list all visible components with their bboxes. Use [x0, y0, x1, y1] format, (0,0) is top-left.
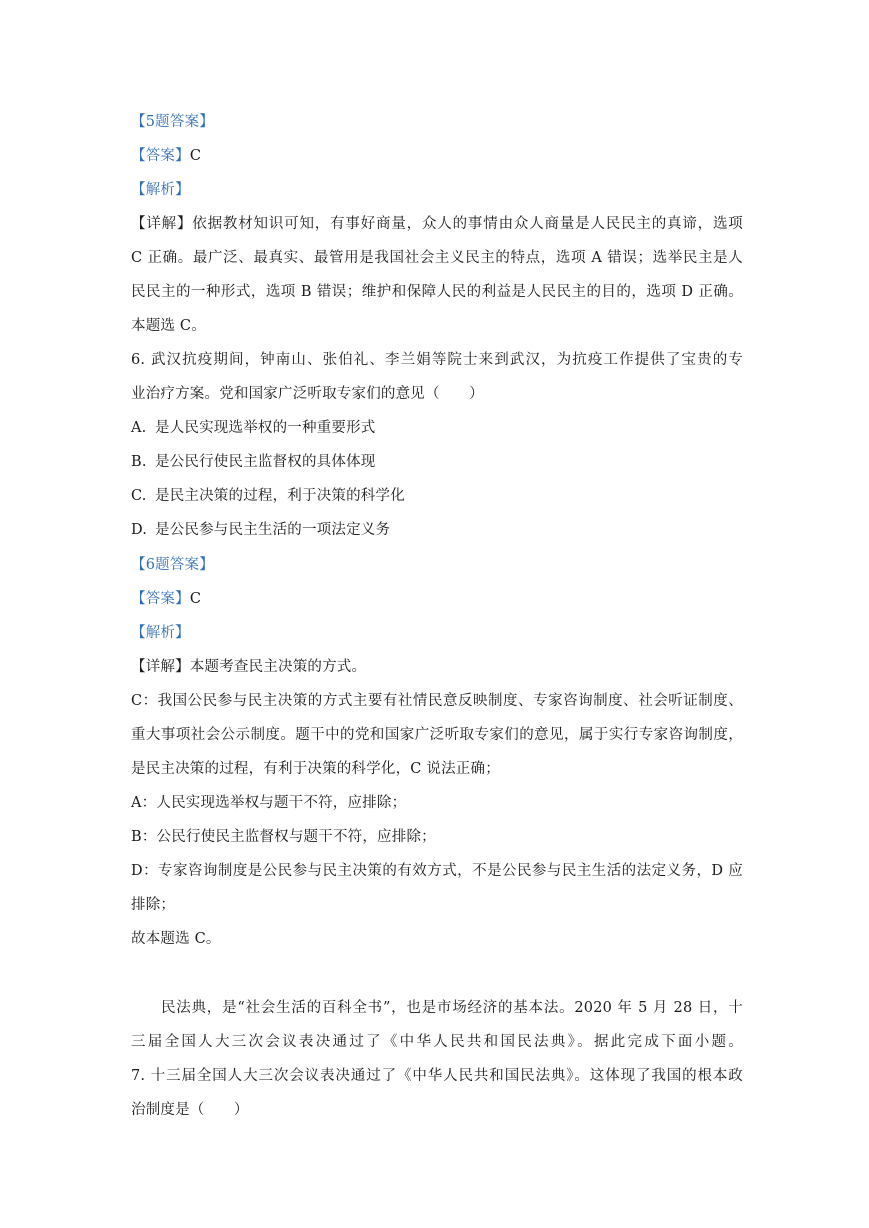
q6-stem-line-1 [131, 350, 743, 370]
q6-answer-value: C [189, 591, 202, 607]
q6-c-text-3: 是民主决策的过程，有利于决策的科学化，C 说法正确； [131, 761, 500, 777]
q5-answer-value: C [189, 148, 202, 164]
q6-option-a-text: 是人民实现选举权的一种重要形式 [155, 420, 376, 436]
q6-d-text-2: 排除； [131, 897, 176, 913]
q6-c-line-2 [131, 725, 743, 745]
material-text-2: 三届全国人大三次会议表决通过了《中华人民共和国民法典》。据此完成下面小题。 [131, 1034, 743, 1050]
q5-detail-text-2: C 正确。最广泛、最真实、最管用是我国社会主义民主的特点，选项 A 错误；选举民主是人 [131, 250, 743, 266]
q5-heading-label: 【5题答案】 [131, 114, 214, 130]
q6-option-c-text: 是民主决策的过程，利于决策的科学化 [155, 488, 405, 504]
q5-answer-heading [131, 112, 743, 132]
q5-detail-text-1: 依据教材知识可知，有事好商量，众人的事情由众人商量是人民民主的真谛，选项 [192, 216, 743, 232]
q7-stem-text-1: 7. 十三届全国人大三次会议表决通过了《中华人民共和国民法典》。这体现了我国的根本政 [131, 1068, 743, 1084]
q6-option-d [131, 520, 743, 540]
q6-stem-text-2: 业治疗方案。党和国家广泛听取专家们的意见（ ） [131, 386, 484, 402]
q6-option-b-text: 是公民行使民主监督权的具体体现 [155, 454, 376, 470]
material-line-2 [131, 1032, 743, 1052]
q6-detail-label: 【详解】 [131, 659, 190, 675]
q6-c-text-2: 重大事项社会公示制度。题干中的党和国家广泛听取专家们的意见，属于实行专家咨询制度， [131, 727, 743, 743]
q6-d-line-1 [131, 861, 743, 881]
q6-heading-label: 【6题答案】 [131, 557, 214, 573]
q6-answer-heading [131, 555, 743, 575]
q5-analysis-line [131, 180, 743, 200]
q5-detail-text-3: 民民主的一种形式，选项 B 错误；维护和保障人民的利益是人民民主的目的，选项 D 正确。 [131, 284, 743, 300]
q7-stem-text-2: 治制度是（ ） [131, 1102, 249, 1118]
q6-option-c-letter: C. [131, 488, 147, 504]
q6-stem-line-2 [131, 384, 743, 404]
q5-answer-line [131, 146, 743, 166]
q6-option-d-letter: D. [131, 522, 148, 538]
q6-detail-line [131, 657, 743, 677]
q6-option-a [131, 418, 743, 438]
q6-c-line-3 [131, 759, 743, 779]
q6-answer-line [131, 589, 743, 609]
q5-detail-line-1 [131, 214, 743, 234]
q6-a-text: A：人民实现选举权与题干不符，应排除； [131, 795, 407, 811]
q6-c-line-1 [131, 691, 743, 711]
q6-c-text-1: C：我国公民参与民主决策的方式主要有社情民意反映制度、专家咨询制度、社会听证制度、 [131, 693, 743, 709]
material-line-1 [161, 998, 743, 1018]
q6-detail-text: 本题考查民主决策的方式。 [189, 659, 367, 675]
q5-conclusion [131, 316, 743, 336]
material-text-1: 民法典，是“社会生活的百科全书”，也是市场经济的基本法。2020 年 5 月 28 日，十 [161, 1000, 743, 1016]
q5-answer-label: 【答案】 [131, 148, 190, 164]
q6-stem-text-1: 6. 武汉抗疫期间，钟南山、张伯礼、李兰娟等院士来到武汉，为抗疫工作提供了宝贵的专 [131, 352, 743, 368]
q6-option-a-letter: A. [131, 420, 147, 436]
q5-detail-line-3 [131, 282, 743, 302]
q6-b-text: B：公民行使民主监督权与题干不符，应排除； [131, 829, 436, 845]
q6-answer-label: 【答案】 [131, 591, 190, 607]
q6-option-b [131, 452, 743, 472]
q7-stem-line-1 [131, 1066, 743, 1086]
q6-option-d-text: 是公民参与民主生活的一项法定义务 [155, 522, 391, 538]
q5-conclusion-text: 本题选 C。 [131, 318, 206, 334]
q6-option-c [131, 486, 743, 506]
q6-analysis-line [131, 623, 743, 643]
q6-conclusion [131, 929, 743, 949]
q5-analysis-label: 【解析】 [131, 182, 190, 198]
q6-option-b-letter: B. [131, 454, 147, 470]
q6-a-line [131, 793, 743, 813]
q6-d-text-1: D：专家咨询制度是公民参与民主决策的有效方式，不是公民参与民主生活的法定义务，D 应 [131, 863, 743, 879]
q6-d-line-2 [131, 895, 743, 915]
q5-detail-line-2 [131, 248, 743, 268]
q6-b-line [131, 827, 743, 847]
q6-analysis-label: 【解析】 [131, 625, 190, 641]
q5-detail-label: 【详解】 [131, 216, 193, 232]
q7-stem-line-2 [131, 1100, 743, 1120]
q6-conclusion-text: 故本题选 C。 [131, 931, 221, 947]
